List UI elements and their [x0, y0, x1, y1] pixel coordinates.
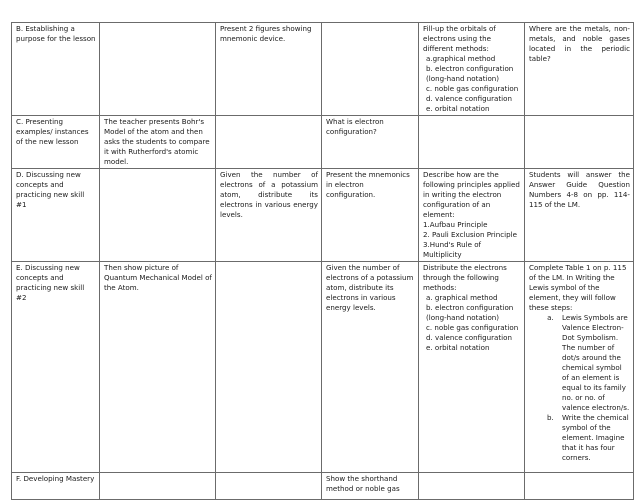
lewis-intro: Complete Table 1 on p. 115 of the LM. In Writing the Lewis symbol of the element, they will follow these steps: [529, 263, 627, 312]
table-row [12, 473, 634, 500]
principles-intro: Describe how are the following principles applied in writing the electron configuration of an element: [423, 170, 520, 219]
method-b: b. electron configuration (long-hand notation) [426, 303, 514, 322]
cell-b-3: Present 2 figures showing mnemonic device. [216, 23, 322, 116]
table-row [12, 116, 634, 169]
cell-c-6 [525, 116, 634, 169]
cell-c-2: The teacher presents Bohr's Model of the atom and then asks the students to compare it with Rutherford's atomic model. [100, 116, 216, 169]
method-b: b. electron configuration (long-hand notation) [426, 64, 514, 83]
cell-d-6: Students will answer the Answer Guide Question Numbers 4-8 on pp. 114-115 of the LM. [525, 169, 634, 262]
cell-b-2 [100, 23, 216, 116]
cell-c-5 [419, 116, 525, 169]
lesson-plan-table-container [11, 22, 633, 500]
cell-f-6 [525, 473, 634, 500]
table-row [12, 169, 634, 262]
cell-f-3 [216, 473, 322, 500]
cell-e-6 [525, 262, 634, 473]
method-e: e. orbital notation [426, 104, 490, 113]
distribute-intro: Distribute the electrons through the following methods: [423, 263, 507, 292]
method-e: e. orbital notation [426, 343, 490, 352]
cell-d-3: Given the number of electrons of a potassium atom, distribute its electrons in various energy levels. [216, 169, 322, 262]
cell-f-5 [419, 473, 525, 500]
method-d: d. valence configuration [426, 94, 512, 103]
row-label-c: C. Presenting examples/ instances of the new lesson [12, 116, 100, 169]
cell-e-4: Given the number of electrons of a potassium atom, distribute its electrons in various energy levels. [322, 262, 419, 473]
table-row [12, 262, 634, 473]
method-d: d. valence configuration [426, 333, 512, 342]
lewis-step-b: b. Write the chemical symbol of the element. Imagine that it has four corners. [556, 413, 630, 463]
table-row [12, 23, 634, 116]
lesson-plan-table [11, 22, 634, 500]
cell-d-4: Present the mnemonics in electron configuration. [322, 169, 419, 262]
cell-f-2 [100, 473, 216, 500]
cell-e-5 [419, 262, 525, 473]
cell-d-2 [100, 169, 216, 262]
cell-c-3 [216, 116, 322, 169]
principle-3: 3.Hund's Rule of Multiplicity [423, 240, 482, 259]
cell-e-2: Then show picture of Quantum Mechanical Model of the Atom. [100, 262, 216, 473]
row-label-f: F. Developing Mastery [12, 473, 100, 500]
cell-c-4: What is electron configuration? [322, 116, 419, 169]
cell-b-4 [322, 23, 419, 116]
method-a: a. graphical method [426, 293, 498, 302]
cell-e-3 [216, 262, 322, 473]
cell-d-5 [419, 169, 525, 262]
cell-f-4: Show the shorthand method or noble gas [322, 473, 419, 500]
method-c: c. noble gas configuration [426, 323, 519, 332]
principle-2: 2. Pauli Exclusion Principle [423, 230, 517, 239]
principle-1: 1.Aufbau Principle [423, 220, 488, 229]
method-a: a.graphical method [426, 54, 496, 63]
cell-b-6: Where are the metals, non-metals, and noble gases located in the periodic table? [525, 23, 634, 116]
cell-b-5 [419, 23, 525, 116]
method-c: c. noble gas configuration [426, 84, 519, 93]
row-label-d: D. Discussing new concepts and practicing new skill #1 [12, 169, 100, 262]
lewis-step-a: a. Lewis Symbols are Valence Electron-Dot Symbolism. The number of dot/s around the chemical symbol of an element is equal to its family no. or no. of valence electron/s. [556, 313, 630, 413]
lewis-steps-list [529, 313, 630, 463]
row-label-e: E. Discussing new concepts and practicing new skill #2 [12, 262, 100, 473]
methods-intro: Fill-up the orbitals of electrons using the different methods: [423, 24, 496, 53]
row-label-b: B. Establishing a purpose for the lesson [12, 23, 100, 116]
